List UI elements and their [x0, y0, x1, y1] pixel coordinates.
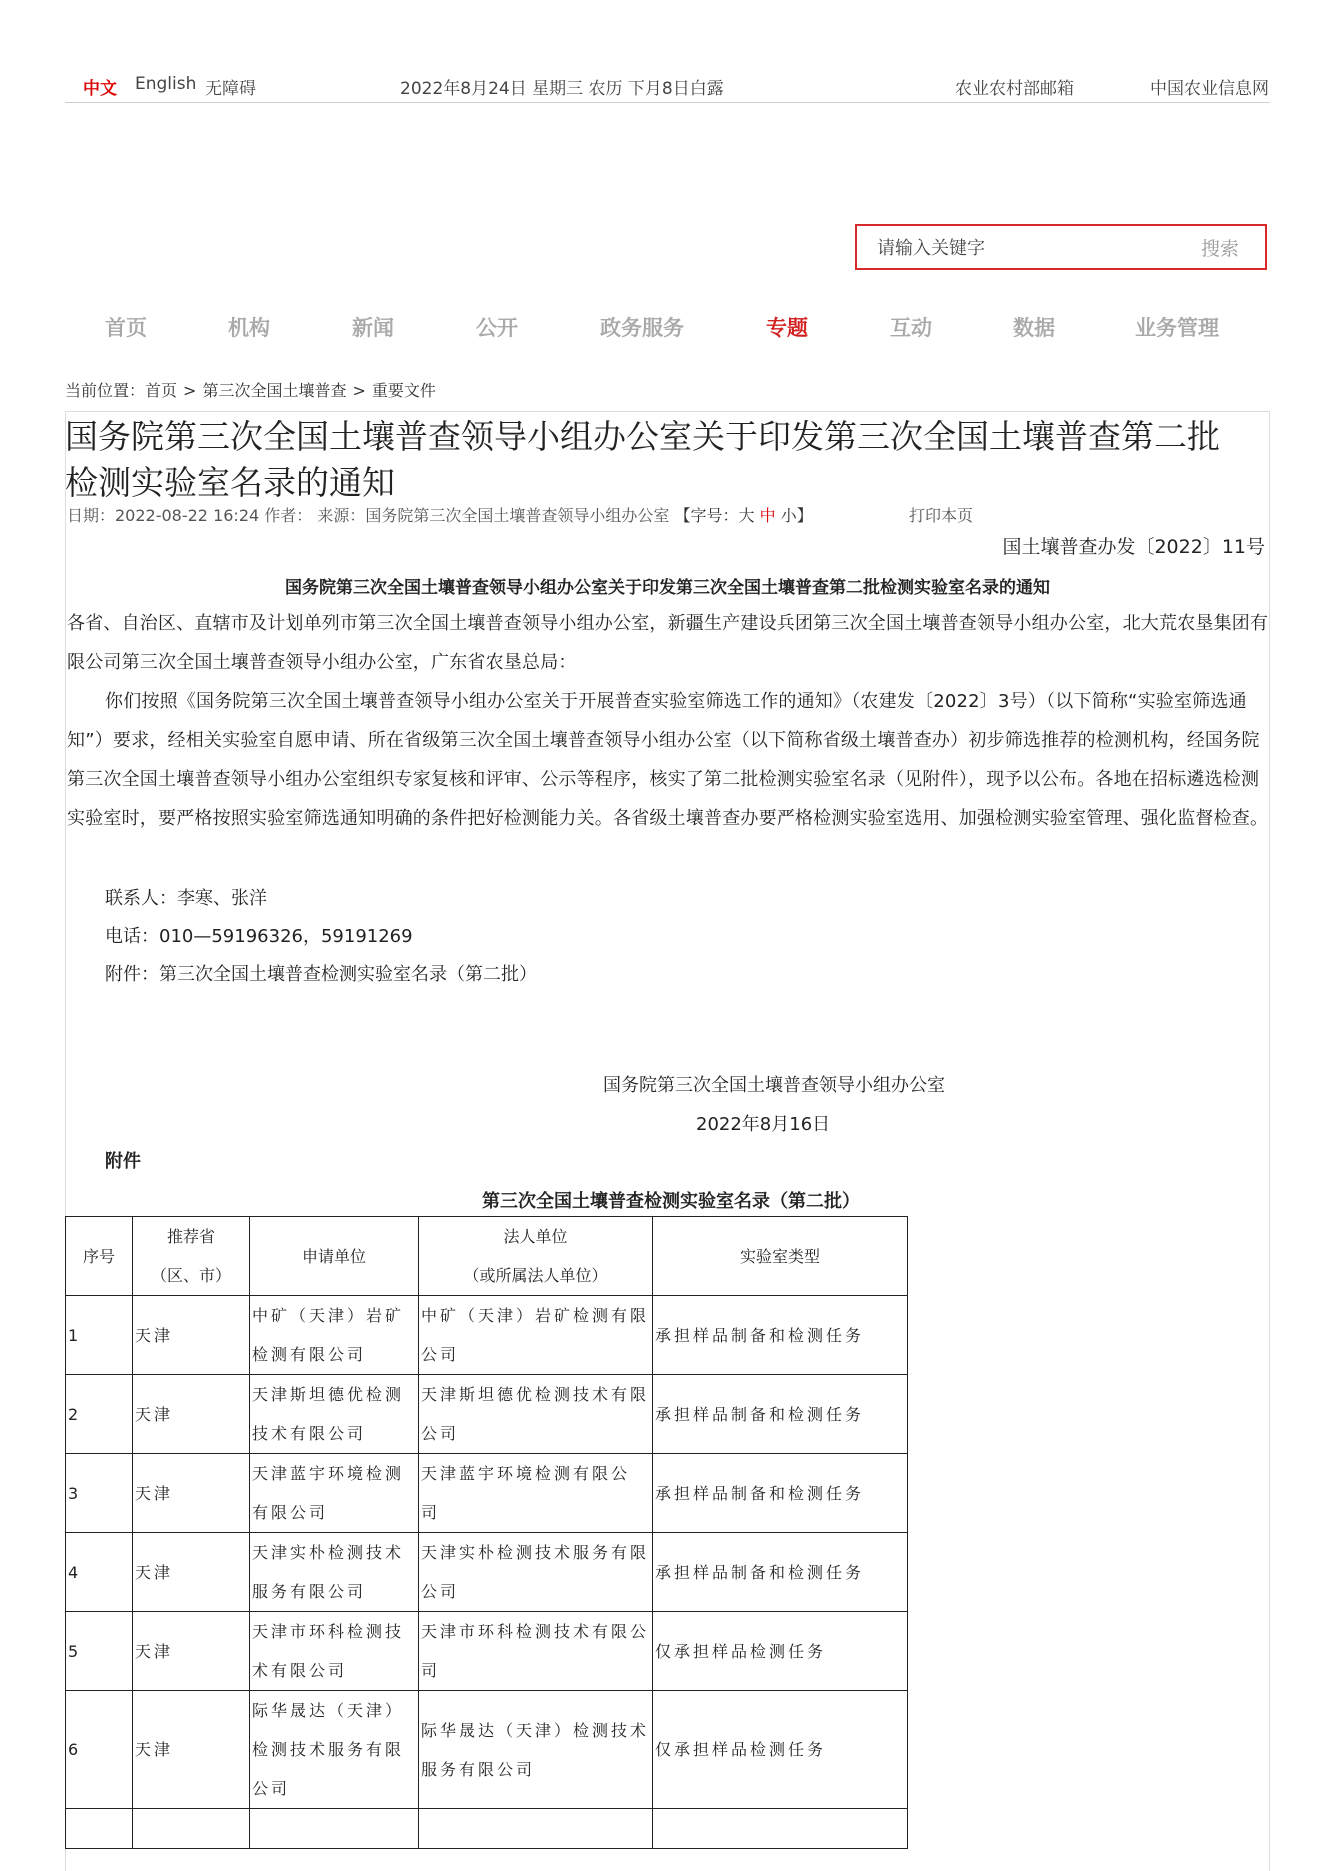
current-date: 2022年8月24日 星期三 农历 下月8日白露 [400, 79, 724, 99]
font-size-small[interactable]: 小 [780, 506, 797, 525]
row-applicant [250, 1691, 419, 1809]
row-applicant [250, 1454, 419, 1533]
nav-gov-services[interactable]: 政务服务 [600, 316, 684, 340]
breadcrumb-sep: > [183, 381, 197, 400]
search-input[interactable] [857, 226, 1199, 270]
row-no: 1 [66, 1296, 133, 1375]
header-province [133, 1217, 250, 1296]
legal-line: 际华晟达（天津）检测技术 [421, 1720, 650, 1740]
row-no [66, 1809, 133, 1849]
legal-line: 天津蓝宇环境检测有限公 [421, 1464, 631, 1483]
signature-date: 2022年8月16日 [696, 1114, 831, 1135]
breadcrumb-important-docs[interactable]: 重要文件 [371, 381, 436, 400]
row-applicant [250, 1533, 419, 1612]
article-title [65, 414, 1270, 506]
search-box [855, 224, 1267, 270]
article-title-line-1: 国务院第三次全国土壤普查领导小组办公室关于印发第三次全国土壤普查第二批 [65, 417, 1220, 456]
list-title: 第三次全国土壤普查检测实验室名录（第二批） [482, 1191, 860, 1212]
row-no: 3 [66, 1454, 133, 1533]
breadcrumb-label: 当前位置： [65, 381, 146, 400]
row-lab-type [653, 1809, 908, 1849]
nav-business[interactable]: 业务管理 [1135, 316, 1219, 340]
lab-list-table [65, 1216, 908, 1849]
paragraph-main: 你们按照《国务院第三次全国土壤普查领导小组办公室关于开展普查实验室筛选工作的通知》（农建发〔2022〕3号）（以下简称“实验室筛选通知”）要求，经相关实验室自愿申请、所在省级第三次全国土壤普查领导小组办公室（以下简称省级土壤普查办）初步筛选推荐的检测机构，经国务院第三次全国土壤普查领导小组办公室组织专家复核和评审、公示等程序，核实了第二批检测实验室名录（见附件），现予以公布。各地在招标遴选检测实验室时，要严格按照实验室筛选通知明确的条件把好检测能力关。各省级土壤普查办要严格检测实验室选用、加强检测实验室管理、强化监督检查。 [67, 691, 1269, 829]
applicant-line: 有限公司 [252, 1503, 329, 1522]
row-province: 天津 [133, 1296, 250, 1375]
row-lab-type: 承担样品制备和检测任务 [653, 1454, 908, 1533]
nav-interaction[interactable]: 互动 [890, 316, 932, 340]
paragraph-recipients: 各省、自治区、直辖市及计划单列市第三次全国土壤普查领导小组办公室，新疆生产建设兵团第三次全国土壤普查领导小组办公室，北大荒农垦集团有限公司第三次全国土壤普查领导小组办公室，广东省农垦总局： [67, 613, 1269, 673]
row-province: 天津 [133, 1691, 250, 1809]
row-legal-entity [419, 1533, 653, 1612]
row-province: 天津 [133, 1375, 250, 1454]
table-row [66, 1691, 908, 1809]
nav-news[interactable]: 新闻 [352, 316, 394, 340]
row-no: 4 [66, 1533, 133, 1612]
applicant-line: 检测技术服务有限 [252, 1740, 405, 1759]
breadcrumb-soil-census[interactable]: 第三次全国土壤普查 [202, 381, 347, 400]
legal-line: 公司 [421, 1582, 460, 1601]
nav-organization[interactable]: 机构 [228, 316, 270, 340]
header-legal-entity [419, 1217, 653, 1296]
row-no: 2 [66, 1375, 133, 1454]
attachment-link[interactable]: 附件：第三次全国土壤普查检测实验室名录（第二批） [105, 964, 537, 985]
meta-author: 作者： [264, 506, 313, 525]
header-lab-type: 实验室类型 [653, 1217, 908, 1296]
legal-line: 天津实朴检测技术服务有限 [421, 1543, 650, 1562]
lang-chinese-link[interactable]: 中文 [83, 79, 117, 99]
breadcrumb [65, 378, 436, 401]
mailbox-link[interactable]: 农业农村部邮箱 [955, 79, 1074, 99]
header-no: 序号 [66, 1217, 133, 1296]
row-lab-type: 承担样品制备和检测任务 [653, 1375, 908, 1454]
applicant-line: 服务有限公司 [252, 1582, 367, 1601]
table-row [66, 1375, 908, 1454]
article-heading: 国务院第三次全国土壤普查领导小组办公室关于印发第三次全国土壤普查第二批检测实验室名录的通知 [285, 578, 1050, 598]
document-number: 国土壤普查办发〔2022〕11号 [1002, 536, 1265, 558]
row-applicant [250, 1809, 419, 1849]
legal-line: 公司 [421, 1345, 460, 1364]
applicant-line: 天津蓝宇环境检测 [252, 1464, 405, 1483]
row-province: 天津 [133, 1454, 250, 1533]
legal-line: 服务有限公司 [421, 1759, 536, 1779]
row-lab-type: 承担样品制备和检测任务 [653, 1533, 908, 1612]
row-province: 天津 [133, 1612, 250, 1691]
meta-source: 来源：国务院第三次全国土壤普查领导小组办公室 [317, 506, 670, 525]
main-nav [65, 304, 1270, 348]
nav-home[interactable]: 首页 [105, 316, 147, 340]
info-net-link[interactable]: 中国农业信息网 [1150, 79, 1269, 99]
row-applicant [250, 1612, 419, 1691]
attachment-heading: 附件 [105, 1151, 141, 1172]
row-applicant [250, 1375, 419, 1454]
legal-line: 公司 [421, 1424, 460, 1443]
row-no: 6 [66, 1691, 133, 1809]
row-legal-entity [419, 1375, 653, 1454]
legal-line: 天津斯坦德优检测技术有限 [421, 1385, 650, 1404]
header-legal-line-2: （或所属法人单位） [463, 1266, 608, 1285]
header-province-line-2: （区、市） [150, 1266, 231, 1285]
applicant-line: 天津斯坦德优检测 [252, 1385, 405, 1404]
accessibility-link[interactable]: 无障碍 [205, 79, 256, 99]
article-title-line-2: 检测实验室名录的通知 [65, 463, 395, 502]
row-legal-entity [419, 1454, 653, 1533]
print-link[interactable]: 打印本页 [909, 506, 974, 525]
applicant-line: 公司 [252, 1779, 291, 1798]
top-divider [65, 102, 1270, 103]
table-header-row [66, 1217, 908, 1296]
applicant-line: 际华晟达（天津） [252, 1701, 405, 1720]
legal-line: 司 [421, 1661, 441, 1680]
font-size-open: 【字号： [674, 506, 739, 525]
font-size-large[interactable]: 大 [738, 506, 755, 525]
article-meta [67, 503, 974, 526]
nav-public[interactable]: 公开 [476, 316, 518, 340]
row-legal-entity [419, 1296, 653, 1375]
signature-organization: 国务院第三次全国土壤普查领导小组办公室 [603, 1075, 945, 1096]
phone-line: 电话：010—59196326，59191269 [105, 926, 413, 947]
header-legal-line-1: 法人单位 [503, 1227, 568, 1246]
row-applicant [250, 1296, 419, 1375]
row-no: 5 [66, 1612, 133, 1691]
row-legal-entity [419, 1809, 653, 1849]
legal-line: 天津市环科检测技术有限公 [421, 1622, 650, 1641]
meta-date: 日期：2022-08-22 16:24 [67, 506, 260, 525]
applicant-line: 检测有限公司 [252, 1345, 367, 1364]
row-province [133, 1809, 250, 1849]
row-lab-type: 仅承担样品检测任务 [653, 1691, 908, 1809]
applicant-line: 天津市环科检测技 [252, 1622, 405, 1641]
row-legal-entity [419, 1612, 653, 1691]
top-bar [65, 70, 1270, 102]
legal-line: 中矿（天津）岩矿检测有限 [421, 1306, 650, 1325]
row-legal-entity [419, 1691, 653, 1809]
applicant-line: 技术有限公司 [252, 1424, 367, 1443]
table-row [66, 1612, 908, 1691]
breadcrumb-sep: > [352, 381, 366, 400]
row-province: 天津 [133, 1533, 250, 1612]
font-size-medium[interactable]: 中 [759, 506, 776, 525]
row-lab-type: 仅承担样品检测任务 [653, 1612, 908, 1691]
applicant-line: 术有限公司 [252, 1661, 348, 1680]
lang-english-link[interactable]: English [135, 74, 197, 94]
applicant-line: 中矿（天津）岩矿 [252, 1306, 405, 1325]
applicant-line: 天津实朴检测技术 [252, 1543, 405, 1562]
table-row [66, 1533, 908, 1612]
nav-topics[interactable]: 专题 [766, 316, 808, 340]
row-lab-type: 承担样品制备和检测任务 [653, 1296, 908, 1375]
font-size-close: 】 [796, 506, 813, 525]
breadcrumb-home[interactable]: 首页 [145, 381, 178, 400]
legal-line: 司 [421, 1503, 441, 1522]
table-row [66, 1296, 908, 1375]
table-row [66, 1454, 908, 1533]
contact-line: 联系人：李寒、张洋 [105, 888, 267, 909]
search-button[interactable]: 搜索 [1200, 238, 1239, 260]
table-row [66, 1809, 908, 1849]
nav-data[interactable]: 数据 [1013, 316, 1055, 340]
header-applicant: 申请单位 [250, 1217, 419, 1296]
header-province-line-1: 推荐省 [166, 1227, 215, 1246]
